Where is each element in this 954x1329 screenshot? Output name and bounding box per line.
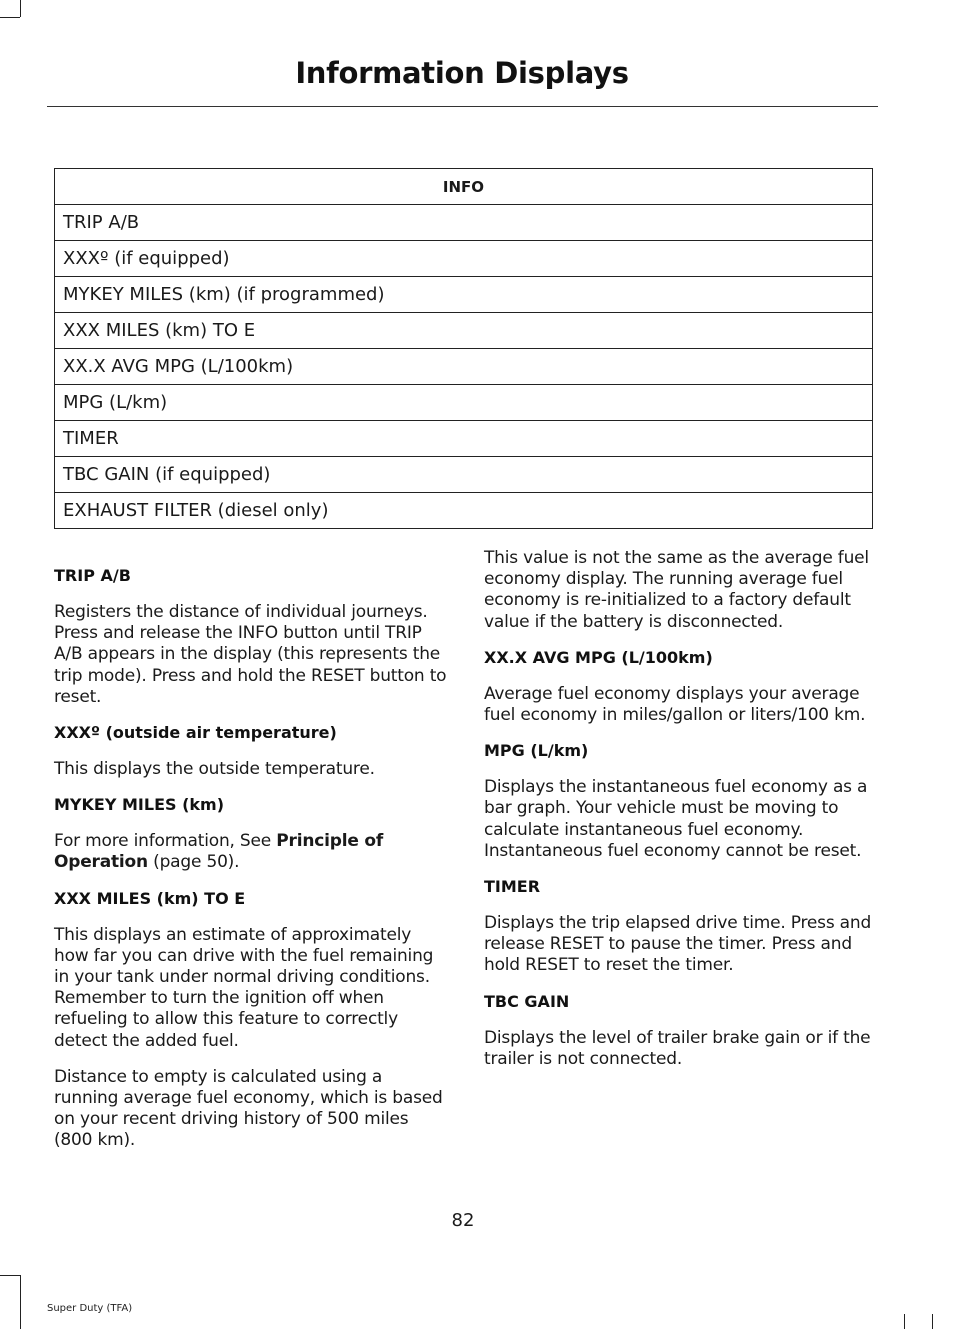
cross-reference-link[interactable]: Principle of Operation	[54, 831, 384, 873]
body-suffix: (page 50).	[147, 852, 240, 873]
table-row	[55, 421, 873, 457]
section-body: This displays an estimate of approximately how far you can drive with the fuel remaining in your tank under normal driving conditions. Remember to turn the ignition off when refueling to allow this feature to correctly detect the added fuel.	[54, 924, 434, 1051]
section-heading: TBC GAIN	[484, 991, 570, 1011]
table-row	[55, 205, 873, 241]
footer-text: Super Duty (TFA)	[47, 1303, 133, 1314]
table-header: INFO	[55, 169, 873, 205]
section-body: Displays the instantaneous fuel economy as a bar graph. Your vehicle must be moving to calculate instantaneous fuel economy. Instantaneous fuel economy cannot be reset.	[484, 777, 868, 861]
running-average-note	[484, 548, 880, 633]
section-tbc-gain	[484, 992, 880, 1070]
table-row	[55, 385, 873, 421]
table-cell: XXX MILES (km) TO E	[55, 313, 873, 349]
table-cell: TRIP A/B	[55, 205, 873, 241]
right-column	[484, 548, 880, 1085]
section-miles-to-e	[54, 889, 450, 1152]
section-heading: TRIP A/B	[54, 566, 131, 585]
crop-mark	[20, 1314, 21, 1329]
section-outside-temp	[54, 723, 450, 780]
section-body: Average fuel economy displays your average fuel economy in miles/gallon or liters/100 km.	[484, 683, 866, 726]
table-cell: EXHAUST FILTER (diesel only)	[55, 493, 873, 529]
section-heading: TIMER	[484, 877, 541, 897]
table-row	[55, 493, 873, 529]
table-cell: XXXº (if equipped)	[55, 241, 873, 277]
table-cell: TIMER	[55, 421, 873, 457]
section-body: This value is not the same as the average fuel economy display. The running average fuel economy is re-initialized to a factory default value if the battery is disconnected.	[484, 548, 869, 632]
page-number: 82	[451, 1210, 475, 1231]
info-table	[54, 168, 873, 529]
section-trip	[54, 566, 450, 708]
section-heading: XXX MILES (km) TO E	[54, 888, 246, 908]
section-body: Distance to empty is calculated using a running average fuel economy, which is based on your recent driving history of 500 miles (800 km).	[54, 1066, 443, 1151]
crop-mark	[20, 0, 21, 17]
table-row	[55, 349, 873, 385]
table-cell: TBC GAIN (if equipped)	[55, 457, 873, 493]
section-body	[54, 831, 450, 873]
section-body: Displays the trip elapsed drive time. Press and release RESET to pause the timer. Press and hold RESET to reset the timer.	[484, 913, 872, 976]
page-title: Information Displays	[295, 56, 629, 90]
crop-mark	[904, 1314, 905, 1329]
left-column	[54, 566, 450, 1167]
section-heading: XX.X AVG MPG (L/100km)	[484, 647, 713, 667]
table-cell: MPG (L/km)	[55, 385, 873, 421]
table-cell: MYKEY MILES (km) (if programmed)	[55, 277, 873, 313]
section-heading: XXXº (outside air temperature)	[54, 723, 337, 743]
section-heading: MPG (L/km)	[484, 741, 589, 761]
section-body: Registers the distance of individual journeys. Press and release the INFO button until TRIP A/B appears in the display (this represents the trip mode). Press and hold the RESET button to reset.	[54, 602, 447, 707]
section-mykey	[54, 795, 450, 873]
section-heading: MYKEY MILES (km)	[54, 795, 225, 815]
section-timer	[484, 877, 880, 977]
table-row	[55, 277, 873, 313]
table-row	[55, 457, 873, 493]
section-body: Displays the level of trailer brake gain or if the trailer is not connected.	[484, 1027, 871, 1069]
crop-mark	[20, 1275, 21, 1315]
crop-mark	[932, 1314, 933, 1329]
section-mpg	[484, 741, 880, 862]
title-divider	[47, 106, 878, 107]
table-header-row	[55, 169, 873, 205]
section-body: This displays the outside temperature.	[54, 759, 375, 780]
crop-mark	[0, 1275, 20, 1276]
table-row	[55, 313, 873, 349]
section-avg-mpg	[484, 648, 880, 726]
body-prefix: For more information, See	[54, 831, 277, 852]
table-row	[55, 241, 873, 277]
table-cell: XX.X AVG MPG (L/100km)	[55, 349, 873, 385]
crop-mark	[0, 17, 20, 18]
